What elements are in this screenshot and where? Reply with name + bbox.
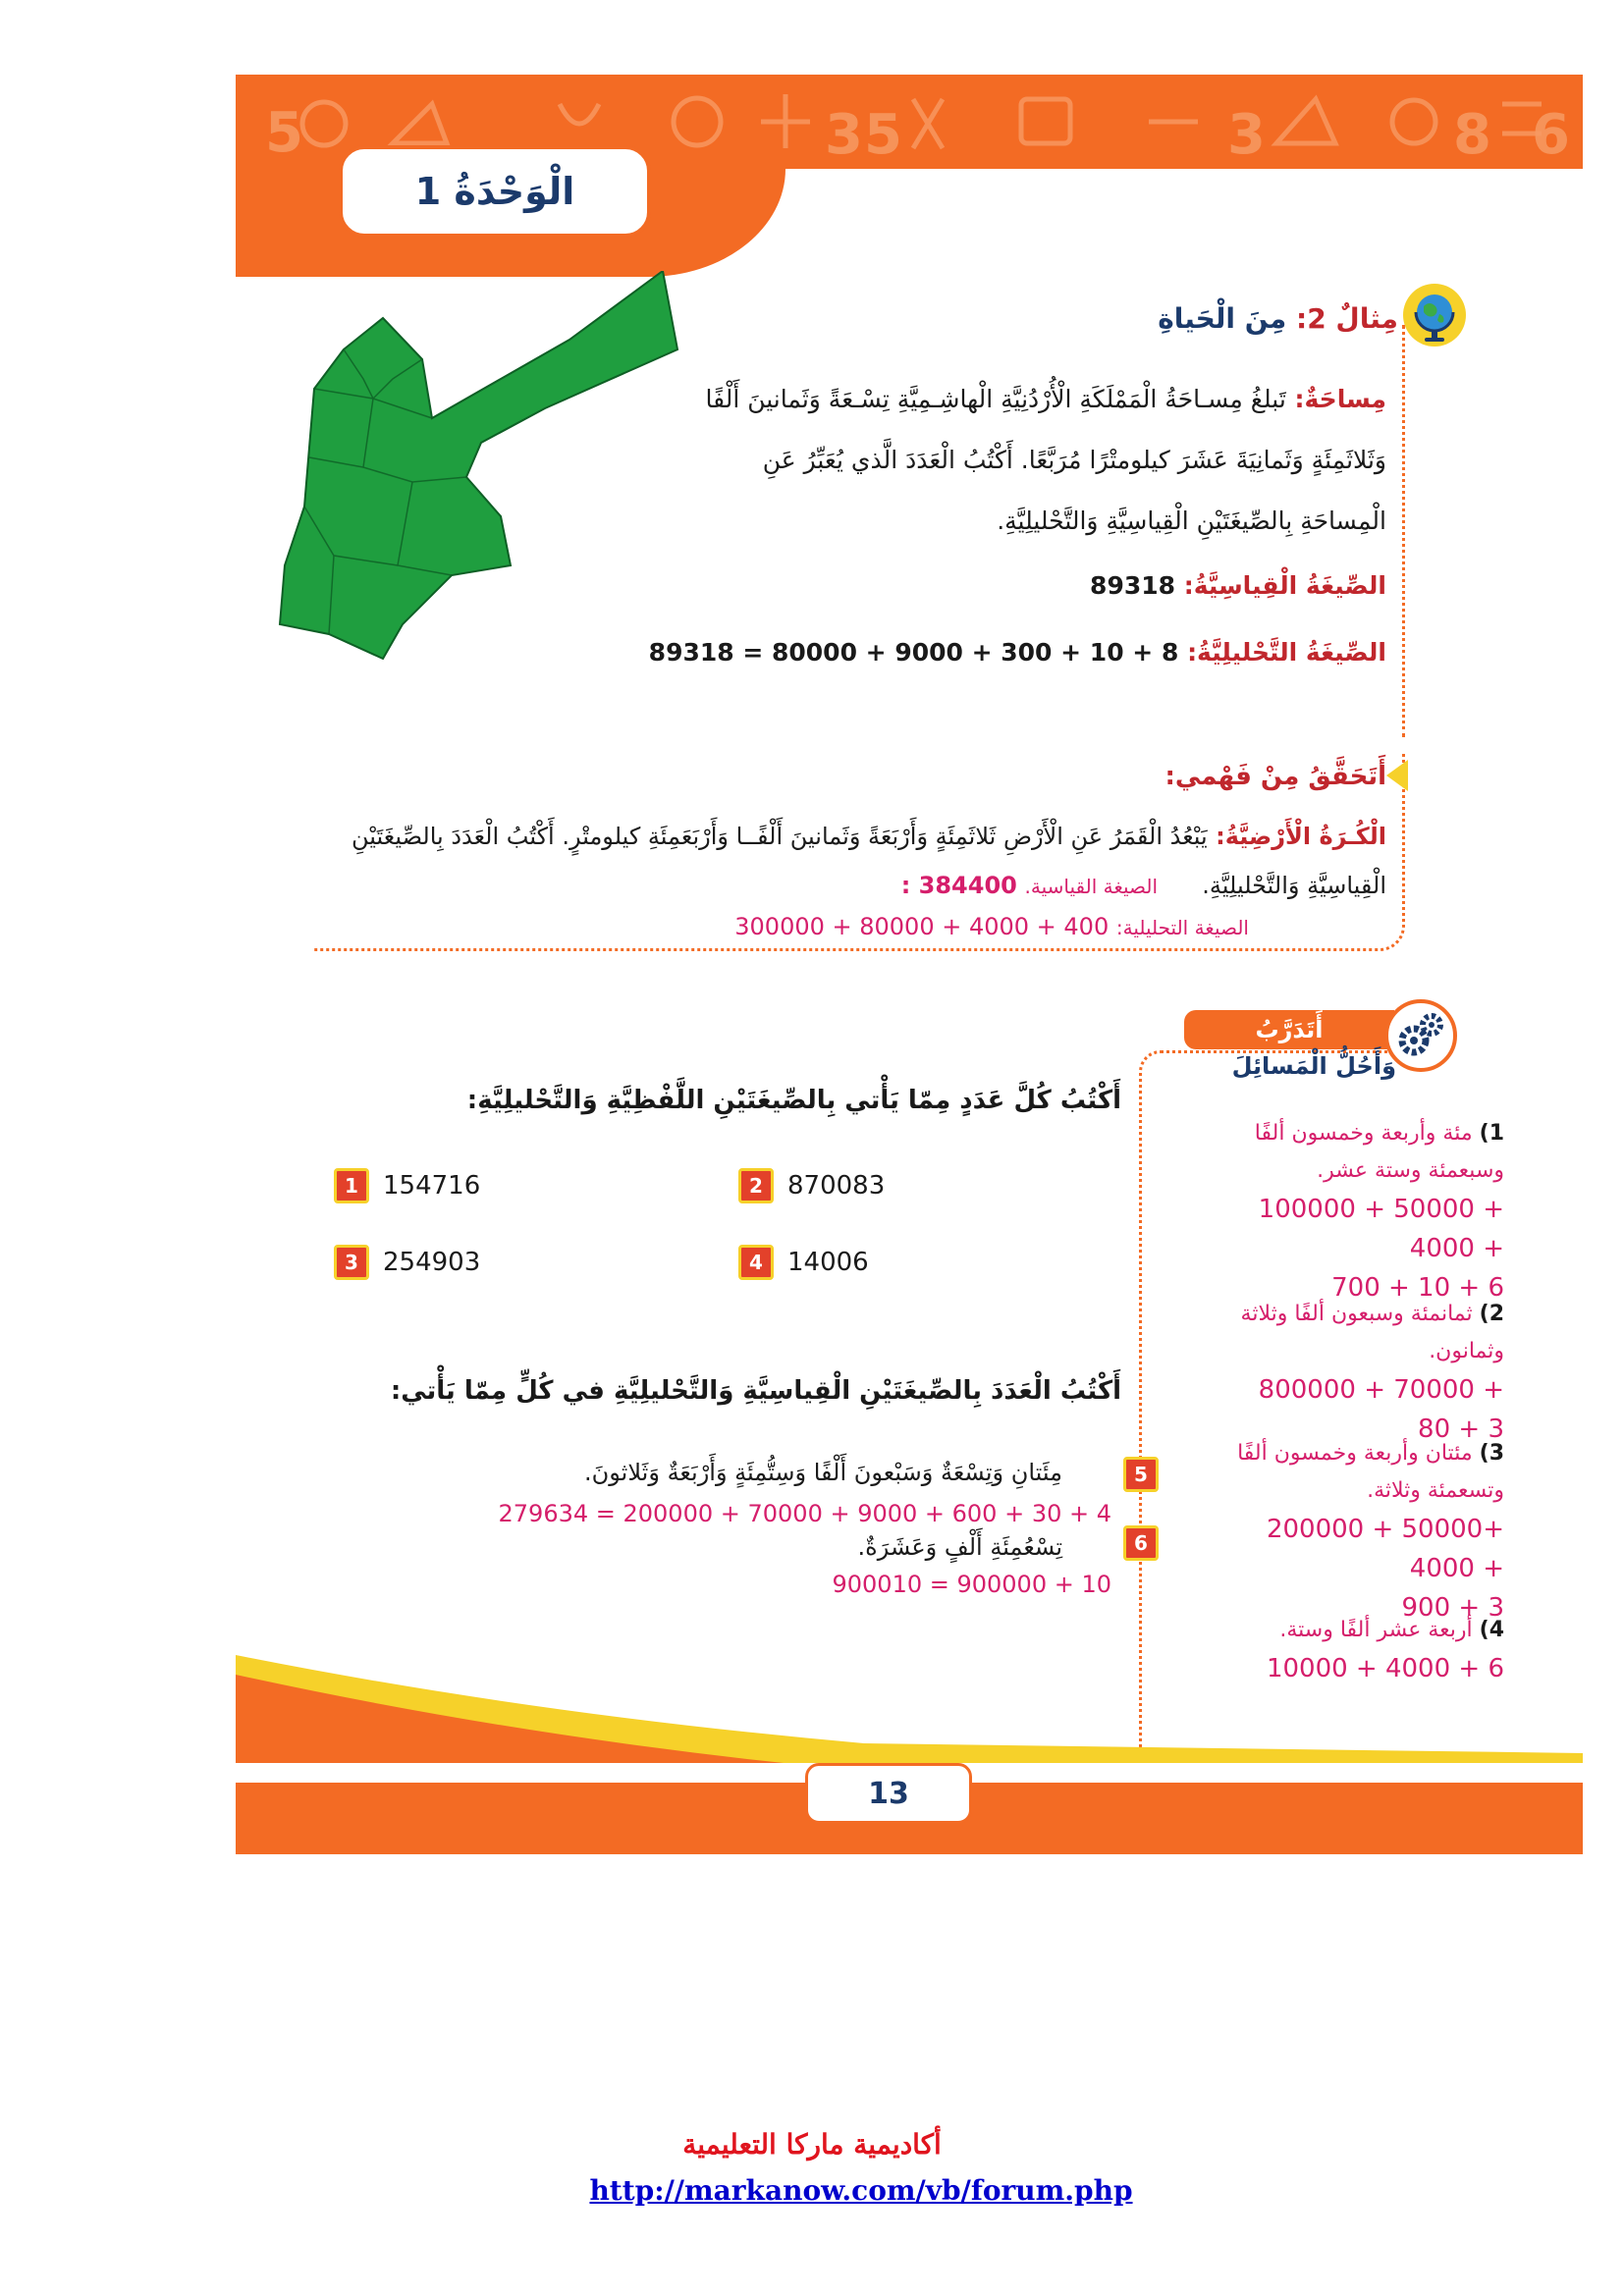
exercise-number-3: 3	[334, 1245, 369, 1280]
example-number: مِثالٌ 2:	[1286, 302, 1398, 335]
svg-text:5: 5	[864, 103, 902, 167]
svg-text:8: 8	[1453, 103, 1491, 167]
check-text-line2	[355, 872, 1386, 899]
exercise-value-2: 870083	[787, 1171, 886, 1201]
check-keyword: الْكُـرَةُ الْأَرْضِيَّةُ:	[1207, 823, 1386, 850]
side-answer-words: ثمانمئة وسبعون ألفًا وثلاثة	[1240, 1302, 1473, 1326]
side-answer-words-cont: وتسعمئة وثلاثة.	[1367, 1478, 1504, 1503]
example-paragraph	[699, 369, 1386, 552]
svg-text:6: 6	[1532, 103, 1570, 167]
svg-text:3: 3	[825, 103, 863, 167]
example-text: تَبلغُ مِسـاحَةُ الْمَمْلَكَةِ الْأُرْدُنِيَّةِ الْهاشِـمِيَّةِ تِسْـعَةً وَثَمانينَ أَلْفًا وَثَلاثَمِئَةٍ وَثَمانِيَةَ عَشَرَ كيلومتْرًا مُرَبَّعًا. أَكْتُبُ الْعَدَدَ الَّذي يُعَبِّرُ عَنِ الْمِساحَةِ بِالصِّيغَتَيْنِ الْقِياسِيَّةِ وَالتَّحْليلِيَّةِ.	[705, 385, 1386, 535]
practice-instruction-2: أَكْتُبُ الْعَدَدَ بِالصِّيغَتَيْنِ الْقِياسِيَّةِ وَالتَّحْليلِيَّةِ في كُلٍّ مِمّا يَأْتي:	[390, 1376, 1121, 1406]
check-title: أَتَحَقَّقُ مِنْ فَهْمي:	[1164, 762, 1386, 791]
side-answer-words-cont: وثمانون.	[1429, 1339, 1504, 1363]
standard-form-line	[1090, 571, 1386, 600]
answer-standard-value: 384400 :	[900, 872, 1017, 899]
example-keyword: مِساحَةٌ:	[1285, 385, 1386, 413]
example-divider-line	[1402, 325, 1405, 737]
side-answer-words: مئتان وأربعة وخمسون ألفًا	[1237, 1441, 1473, 1466]
exercise-number-2: 2	[738, 1168, 774, 1203]
exercise-number-4: 4	[738, 1245, 774, 1280]
question-5-answer: 279634 = 200000 + 70000 + 9000 + 600 + 30 + 4	[498, 1500, 1111, 1527]
svg-text:5: 5	[265, 101, 303, 165]
question-6-answer: 900010 = 900000 + 10	[832, 1571, 1111, 1598]
exercise-value-3: 254903	[383, 1248, 481, 1277]
textbook-page	[236, 75, 1583, 1854]
answer-standard-label: الصيغة القياسية.	[1024, 875, 1159, 898]
exercise-item-4	[738, 1245, 869, 1280]
side-answer-expression-cont: 900 + 3	[1401, 1593, 1504, 1623]
expanded-form-label: الصِّيغَةُ التَّحْليلِيَّةُ:	[1178, 638, 1386, 667]
practice-instruction-1: أَكْتُبُ كُلَّ عَدَدٍ مِمّا يَأْتي بِالصِّيغَتَيْنِ اللَّفْظِيَّةِ وَالتَّحْليلِيَّةِ:	[466, 1086, 1121, 1115]
exercise-item-3	[334, 1245, 480, 1280]
side-answer-number: 4)	[1479, 1618, 1504, 1642]
site-name: أكاديمية ماركا التعليمية	[682, 2128, 942, 2161]
side-answer-number: 2)	[1479, 1302, 1504, 1326]
side-answer-expression: 100000 + 50000 + 4000 +	[1258, 1195, 1504, 1263]
side-answer-expression: 800000 + 70000 + 80 + 3	[1258, 1375, 1504, 1444]
practice-subtitle: وَأَحُلُّ الْمَسائِلَ	[1231, 1052, 1396, 1080]
side-answer-2	[1219, 1296, 1504, 1449]
check-text-cont: الْقِياسِيَّةِ وَالتَّحْليلِيَّةِ.	[1202, 872, 1386, 899]
example-topic: مِنَ الْحَياةِ	[1158, 302, 1287, 335]
page-number: 13	[805, 1763, 972, 1824]
answer-expanded-value: 300000 + 80000 + 4000 + 400	[734, 913, 1110, 940]
standard-form-value: 89318	[1090, 571, 1176, 600]
site-url-link[interactable]: http://markanow.com/vb/forum.php	[589, 2174, 1133, 2207]
jordan-map-image	[275, 271, 736, 664]
question-5-text: مِئَتانِ وَتِسْعَةٌ وَسَبْعونَ أَلْفًا وَسِتُّمِئَةٍ وَأَرْبَعَةٌ وَثَلاثونَ.	[584, 1459, 1062, 1486]
expanded-form-line	[649, 638, 1386, 667]
unit-title: الْوَحْدَةُ 1	[339, 145, 651, 238]
example-title	[1158, 302, 1398, 335]
question-5-tag	[1123, 1457, 1159, 1492]
exercise-number-1: 1	[334, 1168, 369, 1203]
globe-icon	[1402, 283, 1467, 347]
side-answer-3	[1219, 1435, 1504, 1628]
question-number-6: 6	[1123, 1525, 1159, 1561]
question-6-tag	[1123, 1525, 1159, 1561]
exercise-value-1: 154716	[383, 1171, 481, 1201]
practice-badge: أَتَدَرَّبُ	[1184, 1010, 1394, 1049]
side-answer-words: مئة وأربعة وخمسون ألفًا	[1254, 1121, 1473, 1146]
exercise-value-4: 14006	[787, 1248, 869, 1277]
expanded-form-value: 89318 = 80000 + 9000 + 300 + 10 + 8	[648, 638, 1179, 667]
answer-expanded-label: الصيغة التحليلية:	[1115, 916, 1249, 939]
exercise-item-1	[334, 1168, 480, 1203]
pointer-icon	[1386, 760, 1408, 791]
check-answer-expanded	[236, 913, 1249, 940]
side-answer-expression: 200000 + 50000+ 4000 +	[1266, 1515, 1504, 1583]
question-6-text: تِسْعُمِئَةِ أَلْفٍ وَعَشَرَةٌ.	[857, 1533, 1062, 1561]
svg-text:3: 3	[1227, 103, 1266, 167]
side-answer-expression: 10000 + 4000 + 6	[1266, 1654, 1504, 1683]
side-answer-number: 3)	[1479, 1441, 1504, 1466]
side-answer-words-cont: وسبعمئة وستة عشر.	[1317, 1158, 1504, 1183]
side-answer-words: أربعة عشر ألفًا وستة.	[1279, 1618, 1473, 1642]
side-answer-number: 1)	[1479, 1121, 1504, 1146]
check-text-line1	[352, 823, 1386, 850]
exercise-item-2	[738, 1168, 885, 1203]
question-number-5: 5	[1123, 1457, 1159, 1492]
check-text: يَبْعُدُ الْقَمَرُ عَنِ الْأَرْضِ ثَلاثَمِئَةٍ وَأَرْبَعَةً وَثَمانينَ أَلْفًــا وَأَرْبَعَمِئَةِ كيلومتْرٍ. أَكْتُبُ الْعَدَدَ بِالصِّيغَتَيْنِ	[352, 823, 1208, 850]
side-answer-1	[1219, 1115, 1504, 1308]
standard-form-label: الصِّيغَةُ الْقِياسِيَّةُ:	[1175, 571, 1386, 600]
side-answer-expression-cont: 700 + 10 + 6	[1331, 1273, 1504, 1303]
